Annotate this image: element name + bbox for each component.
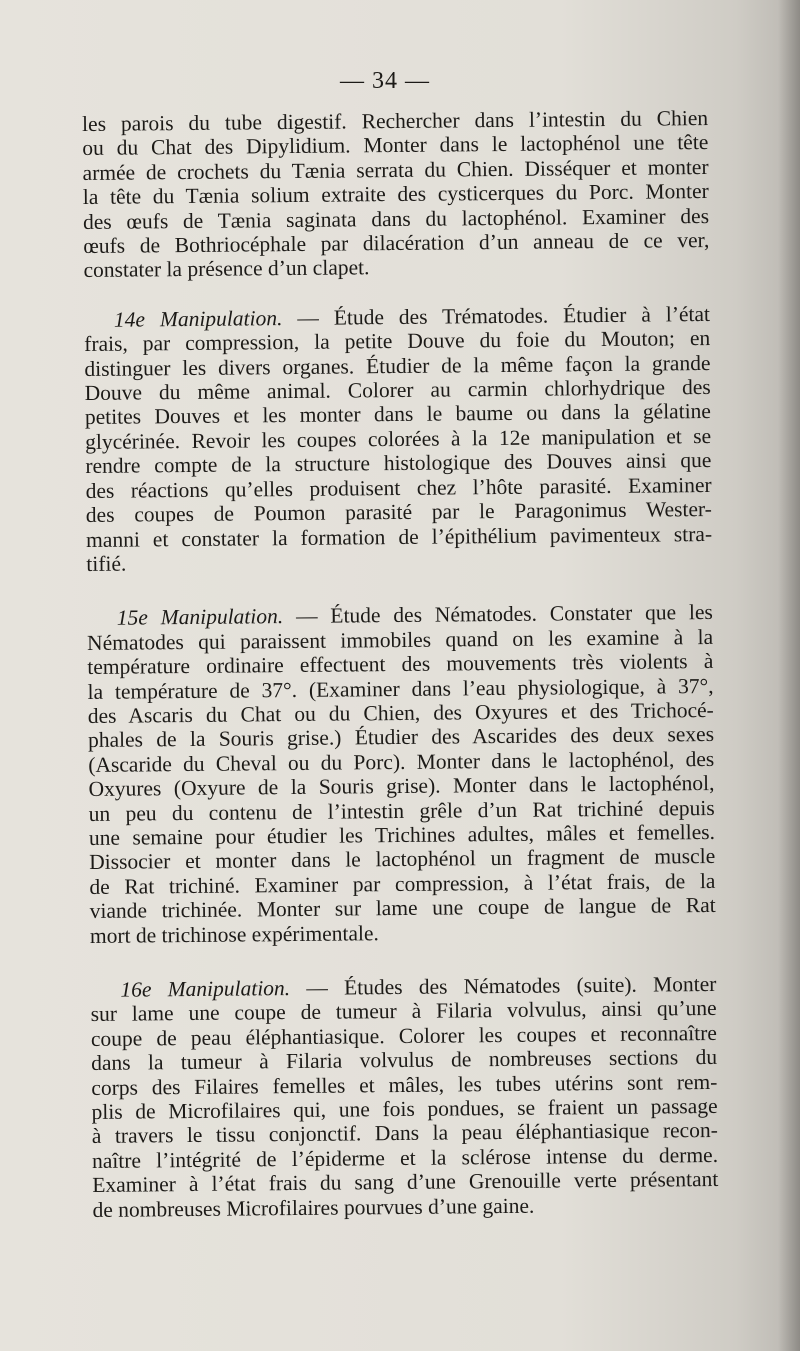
text-line: tifié.: [86, 551, 127, 576]
text-line: les parois du tube digestif. Rechercher dans l’intestin du Chien: [82, 105, 709, 136]
text-line: des Ascaris du Chat ou du Chien, des Oxyures et des Trichocé-: [87, 697, 714, 728]
text-line: ou du Chat des Dipylidium. Monter dans le lactophénol une tête: [82, 130, 709, 161]
text-line: frais, par compression, la petite Douve du foie du Mouton; en: [84, 326, 711, 357]
text-line: 14e Manipulation. — Étude des Trématodes. Étudier à l’état: [113, 301, 711, 332]
text-line: coupe de peau éléphantiasique. Colorer les coupes et reconnaître: [90, 1020, 717, 1051]
text-line: distinguer les divers organes. Étudier de la même façon la grande: [84, 350, 711, 381]
text-line: mort de trichinose expérimentale.: [89, 920, 379, 948]
text-line: la tête du Tænia solium extraite des cysticerques du Porc. Monter: [82, 179, 709, 210]
paragraph-manipulation-14: [84, 302, 713, 576]
text-line: un peu du contenu de l’intestin grêle d’un Rat trichiné depuis: [88, 795, 715, 826]
text-line: des œufs de Tænia saginata dans du lactophénol. Examiner des: [82, 203, 710, 234]
text-line: Douve du même animal. Colorer au carmin chlorhydrique des: [84, 375, 711, 406]
text-line: à travers le tissu conjonctif. Dans la peau éléphantiasique recon-: [91, 1118, 718, 1149]
text-line: phales de la Souris grise.) Étudier des Ascarides des deux sexes: [87, 722, 715, 753]
text-line: manni et constater la formation de l’épithélium pavimenteux stra-: [85, 521, 713, 552]
text-line: 16e Manipulation. — Études des Nématodes (suite). Monter: [120, 971, 717, 1002]
text-line: des réactions qu’elles produisent chez l’hôte parasité. Examiner: [85, 472, 712, 503]
text-line: rendre compte de la structure histologique des Douves ainsi que: [85, 448, 712, 479]
book-spine-shadow: [778, 0, 800, 1351]
text-line: viande trichinée. Monter sur lame une coupe de langue de Rat: [89, 893, 716, 924]
text-line: naître l’intégrité de l’épiderme et la sclérose intense du derme.: [91, 1142, 719, 1173]
text-line: petites Douves et les monter dans le baume ou dans la gélatine: [84, 399, 712, 430]
text-line: la température de 37°. (Examiner dans l’eau physiologique, à 37°,: [87, 673, 714, 704]
text-line: 15e Manipulation. — Étude des Nématodes. Constater que les: [116, 600, 713, 631]
page-body: [82, 106, 719, 1252]
text-line: des coupes de Poumon parasité par le Paragonimus Wester-: [85, 497, 712, 528]
page-number: — 34 —: [340, 68, 430, 94]
text-line: œufs de Bothriocéphale par dilacération d’un anneau de ce ver,: [83, 228, 710, 259]
text-line: de nombreuses Microfilaires pourvues d’une gaine.: [92, 1193, 535, 1222]
text-line: dans la tumeur à Filaria volvulus de nombreuses sections du: [91, 1045, 718, 1076]
text-line: Oxyures (Oxyure de la Souris grise). Monter dans le lactophénol,: [88, 771, 715, 802]
text-line: température ordinaire effectuent des mouvements très violents à: [87, 649, 714, 680]
text-line: de Rat trichiné. Examiner par compression, à l’état frais, de la: [89, 868, 716, 899]
manipulation-heading: 15e Manipulation.: [116, 604, 284, 631]
text-line: plis de Microfilaires qui, une fois pondues, se fraient un passage: [91, 1093, 718, 1124]
text-line: (Ascaride du Cheval ou du Porc). Monter dans le lactophénol, des: [88, 746, 715, 777]
manipulation-heading: 16e Manipulation.: [120, 976, 291, 1002]
paragraph-manipulation-16: [90, 972, 718, 1222]
text-line: glycérinée. Revoir les coupes colorées à la 12e manipulation et se: [85, 423, 712, 454]
text-line: constater la présence d’un clapet.: [83, 255, 370, 283]
text-line: corps des Filaires femelles et mâles, les tubes utérins sont rem-: [91, 1069, 718, 1100]
text-line: Examiner à l’état frais du sang d’une Grenouille verte présentant: [92, 1167, 719, 1198]
text-line: une semaine pour étudier les Trichines adultes, mâles et femelles.: [88, 819, 716, 850]
paragraph-intro: [82, 106, 710, 283]
text-line: sur lame une coupe de tumeur à Filaria volvulus, ainsi qu’une: [90, 996, 717, 1027]
text-line: armée de crochets du Tænia serrata du Chien. Disséquer et monter: [82, 154, 709, 185]
text-line: Nématodes qui paraissent immobiles quand on les examine à la: [86, 624, 714, 655]
manipulation-heading: 14e Manipulation.: [113, 305, 283, 332]
text-line: Dissocier et monter dans le lactophénol un fragment de muscle: [89, 844, 716, 875]
paragraph-manipulation-15: [87, 600, 716, 948]
